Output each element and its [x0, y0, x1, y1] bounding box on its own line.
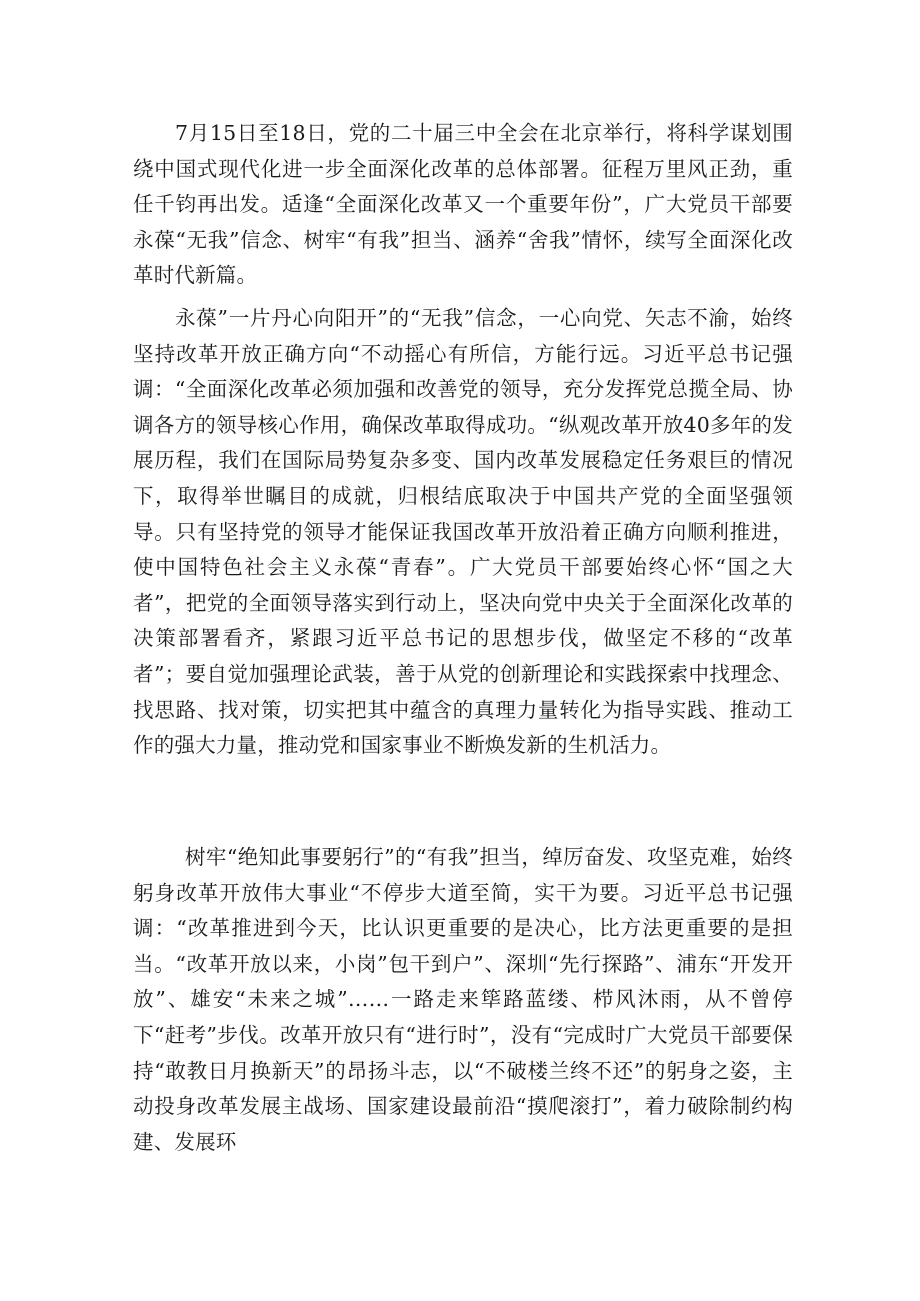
paragraph-wuwo-belief: 永葆”一片丹心向阳开”的“无我”信念，一心向党、矢志不渝，始终坚持改革开放正确方向“不动摇心有所信，方能行远。习近平总书记强调：“全面深化改革必须加强和改善党的领导，充分发挥党总揽全局、协调各方的领导核心作用，确保改革取得成功。“纵观改革开放40多年的发展历程，我们在国际局势复杂多变、国内改革发展稳定任务艰巨的情况下，取得举世瞩目的成就，归根结底取决于中国共产党的全面坚强领导。只有坚持党的领导才能保证我国改革开放沿着正确方向顺利推进，使中国特色社会主义永葆“青春”。广大党员干部要始终心怀“国之大者”，把党的全面领导落实到行动上，坚决向党中央关于全面深化改革的决策部署看齐，紧跟习近平总书记的思想步伐，做坚定不移的“改革者”；要自觉加强理论武装，善于从党的创新理论和实践探索中找理念、找思路、找对策，切实把其中蕴含的真理力量转化为指导实践、推动工作的强大力量，推动党和国家事业不断焕发新的生机活力。: [133, 306, 793, 758]
paragraph-intro: 7月15日至18日，党的二十届三中全会在北京举行，将科学谋划围绕中国式现代化进一步全面深化改革的总体部署。征程万里风正劲，重任千钧再出发。适逢“全面深化改革又一个重要年份”，广大党员干部要永葆“无我”信念、树牢“有我”担当、涵养“舍我”情怀，续写全面深化改革时代新篇。: [133, 121, 793, 288]
paragraph-youwo-responsibility: 树牢“绝知此事要躬行”的“有我”担当，绰厉奋发、攻坚克难，始终躬身改革开放伟大事业“不停步大道至简，实干为要。习近平总书记强调：“改革推进到今天，比认识更重要的是决心，比方法更重要的是担当。“改革开放以来，小岗”包干到户”、深圳“先行探路”、浦东“开发开放”、雄安“未来之城”……一路走来筚路蓝缕、栉风沐雨，从不曾停下“赶考”步伐。改革开放只有“进行时”，没有“完成时广大党员干部要保持“敢教日月换新天”的昂扬斗志，以“不破楼兰终不还”的躬身之姿，主动投身改革发展主战场、国家建设最前沿“摸爬滚打”，着力破除制约构建、发展环: [133, 845, 793, 1154]
